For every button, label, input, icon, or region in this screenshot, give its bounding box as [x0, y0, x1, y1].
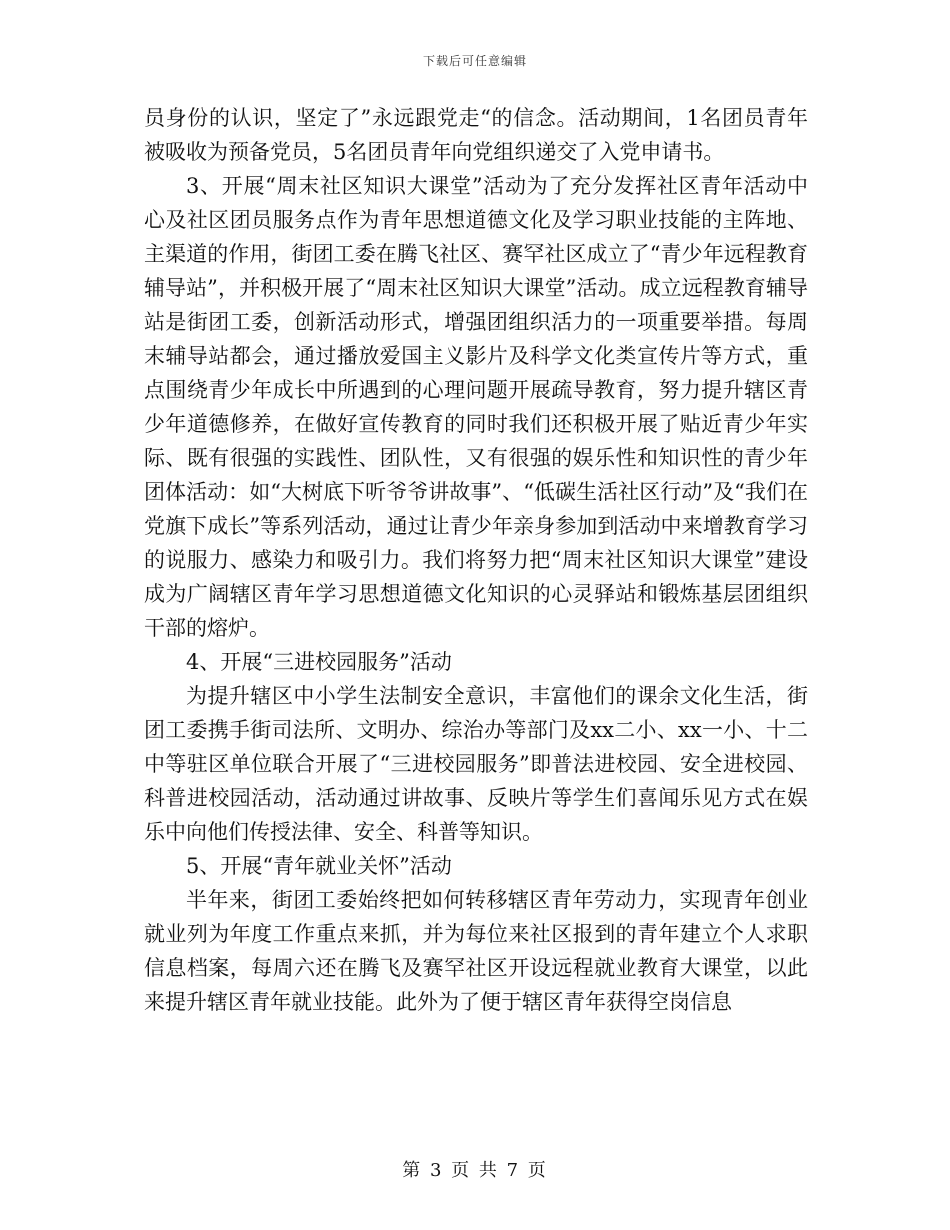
paragraph-employment-care: 半年来，街团工委始终把如何转移辖区青年劳动力，实现青年创业就业列为年度工作重点来抓，并为每位来社区报到的青年建立个人求职信息档案，每周六还在腾飞及赛罕社区开设远程就业教育大课堂，以此来提升辖区青年就业技能。此外为了便于辖区青年获得空岗信息 [144, 888, 808, 1014]
page-header: 下载后可任意编辑 [422, 54, 527, 68]
document-body [144, 101, 808, 1019]
paragraph-campus-service: 为提升辖区中小学生法制安全意识，丰富他们的课余文化生活，街团工委携手街司法所、文明办、综治办等部门及xx二小、xx一小、十二中等驻区单位联合开展了“三进校园服务”即普法进校园、安全进校园、科普进校园活动，活动通过讲故事、反映片等学生们喜闻乐见方式在娱乐中向他们传授法律、安全、科普等知识。 [144, 684, 808, 844]
paragraph-continuation: 员身份的认识，坚定了”永远跟党走“的信念。活动期间，1名团员青年被吸收为预备党员，5名团员青年向党组织递交了入党申请书。 [144, 106, 808, 164]
page-number-footer: 第 3 页 共 7 页 [402, 1160, 548, 1181]
heading-campus-service: 4、开展“三进校园服务”活动 [186, 650, 452, 674]
paragraph-weekend-classroom: 3、开展“周末社区知识大课堂”活动为了充分发挥社区青年活动中心及社区团员服务点作为青年思想道德文化及学习职业技能的主阵地、主渠道的作用，街团工委在腾飞社区、赛罕社区成立了“青少年远程教育辅导站”，并积极开展了“周末社区知识大课堂”活动。成立远程教育辅导站是街团工委，创新活动形式，增强团组织活力的一项重要举措。每周末辅导站都会，通过播放爱国主义影片及科学文化类宣传片等方式，重点围绕青少年成长中所遇到的心理问题开展疏导教育，努力提升辖区青少年道德修养，在做好宣传教育的同时我们还积极开展了贴近青少年实际、既有很强的实践性、团队性，又有很强的娱乐性和知识性的青少年团体活动：如“大树底下听爷爷讲故事”、“低碳生活社区行动”及“我们在党旗下成长”等系列活动，通过让青少年亲身参加到活动中来增教育学习的说服力、感染力和吸引力。我们将努力把“周末社区知识大课堂”建设成为广阔辖区青年学习思想道德文化知识的心灵驿站和锻炼基层团组织干部的熔炉。 [144, 174, 808, 640]
heading-employment-care: 5、开展“青年就业关怀”活动 [186, 854, 452, 878]
